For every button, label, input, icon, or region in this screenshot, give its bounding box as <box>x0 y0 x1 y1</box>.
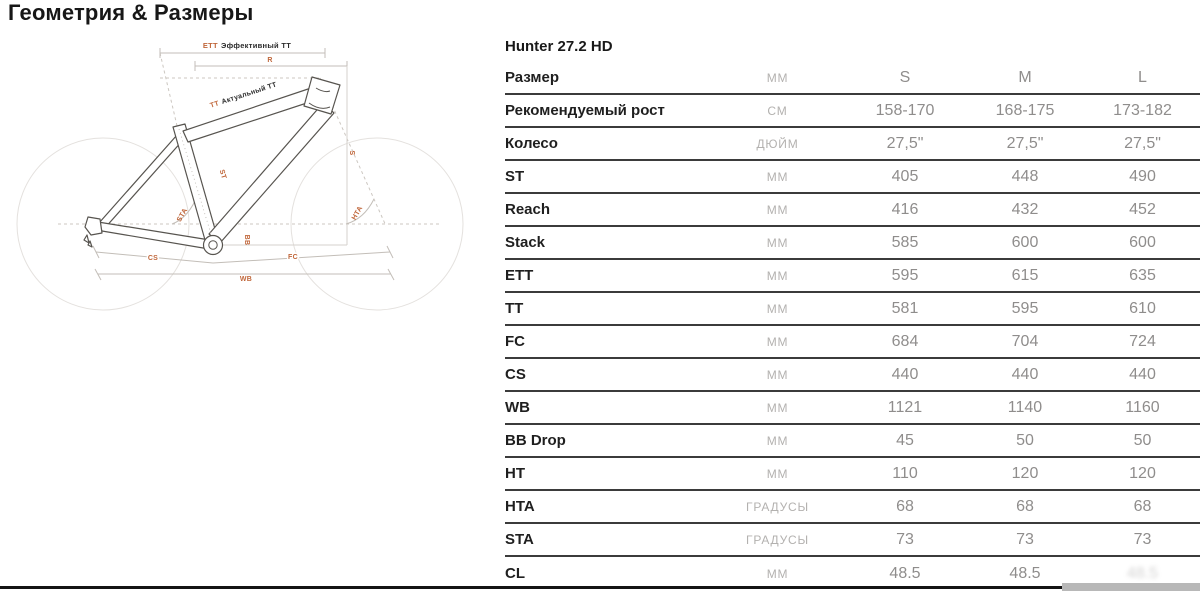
row-label: HTA <box>505 498 535 515</box>
hta-label: HTA <box>350 205 365 222</box>
value-m: 1140 <box>1007 398 1043 416</box>
tt-label: TTАктуальный TT <box>209 81 278 110</box>
value-m: 73 <box>1016 530 1034 548</box>
value-s: 440 <box>891 365 919 383</box>
header-unit-cell: ММ <box>766 70 789 85</box>
value-m: 600 <box>1011 233 1039 251</box>
unit-cell: ГРАДУСЫ <box>746 499 809 514</box>
value-s: 158-170 <box>875 101 935 119</box>
value-s: 110 <box>892 464 918 482</box>
wb-label: WB <box>239 276 253 283</box>
header-size-label: Размер <box>505 69 560 86</box>
table-row <box>505 95 1200 128</box>
value-m: 448 <box>1011 167 1039 185</box>
row-label: HT <box>505 465 525 482</box>
unit-cell: ММ <box>766 367 789 382</box>
unit-cell: ММ <box>766 268 789 283</box>
value-l: 120 <box>1129 464 1156 482</box>
table-row <box>505 293 1200 326</box>
bb-label: BB <box>243 234 250 246</box>
header-size-m: M <box>1018 68 1032 86</box>
seatpost-axis-line <box>160 53 178 130</box>
value-s: 68 <box>896 497 914 515</box>
unit-cell: ГРАДУСЫ <box>746 532 809 547</box>
value-l: 73 <box>1133 530 1152 548</box>
header-size-s: S <box>899 68 911 86</box>
value-l: 48.5 <box>1126 564 1159 582</box>
unit-cell: ММ <box>766 301 789 316</box>
table-row <box>505 392 1200 425</box>
unit-cell: ММ <box>766 433 789 448</box>
page-title: Геометрия & Размеры <box>8 0 254 25</box>
value-l: 173-182 <box>1113 101 1172 119</box>
unit-cell: ММ <box>766 202 789 217</box>
row-label: ST <box>505 168 525 185</box>
value-m: 48.5 <box>1009 564 1041 582</box>
cs-label: CS <box>147 255 159 262</box>
value-l: 610 <box>1129 299 1156 317</box>
value-m: 27,5" <box>1006 134 1044 152</box>
row-label: Reach <box>505 201 551 218</box>
unit-cell: ММ <box>766 169 789 184</box>
value-s: 1121 <box>887 398 923 416</box>
value-l: 1160 <box>1125 398 1160 416</box>
value-l: 452 <box>1129 200 1156 218</box>
row-label: Колесо <box>505 135 558 152</box>
reach-label: R <box>267 57 273 64</box>
fc-label: FC <box>288 254 298 261</box>
row-label: Stack <box>505 234 546 251</box>
geometry-table-body <box>505 95 1200 590</box>
value-s: 48.5 <box>889 564 921 582</box>
bottom-bracket-shell <box>204 236 223 255</box>
row-label: TT <box>505 300 524 317</box>
value-s: 405 <box>891 167 919 185</box>
value-m: 68 <box>1016 497 1034 515</box>
table-row <box>505 227 1200 260</box>
seat-stay-tube <box>99 135 183 229</box>
value-s: 416 <box>891 200 919 218</box>
row-label: WB <box>505 399 530 416</box>
value-l: 68 <box>1133 497 1152 515</box>
value-s: 73 <box>896 530 914 548</box>
ett-label: ETT Эффективный TT <box>202 41 292 50</box>
rear-dropout <box>85 217 102 235</box>
horizontal-scrollbar-thumb[interactable] <box>1062 583 1200 591</box>
unit-cell: ММ <box>766 334 789 349</box>
value-s: 595 <box>891 266 919 284</box>
row-label: Рекомендуемый рост <box>505 102 665 119</box>
value-m: 440 <box>1011 365 1039 383</box>
bike-geometry-diagram <box>0 0 470 330</box>
row-label: BB Drop <box>505 432 566 449</box>
value-m: 595 <box>1011 299 1039 317</box>
st-label: ST <box>217 168 228 181</box>
table-row <box>505 326 1200 359</box>
value-m: 615 <box>1011 266 1039 284</box>
table-row <box>505 359 1200 392</box>
value-s: 581 <box>891 299 919 317</box>
row-label: ETT <box>505 267 534 284</box>
table-row <box>505 491 1200 524</box>
unit-cell: ММ <box>766 466 789 481</box>
value-s: 684 <box>891 332 919 350</box>
table-row <box>505 161 1200 194</box>
unit-cell: ММ <box>766 235 789 250</box>
row-label: STA <box>505 531 534 548</box>
value-l: 490 <box>1129 167 1156 185</box>
chain-stay-tube <box>98 222 216 250</box>
bottom-border-line <box>0 586 1200 589</box>
table-row <box>505 128 1200 161</box>
value-m: 50 <box>1016 431 1034 449</box>
unit-cell: СМ <box>767 103 788 118</box>
value-s: 45 <box>896 431 914 449</box>
derailleur-hanger <box>84 235 89 243</box>
fc-dimension-line <box>213 246 393 263</box>
row-label: CS <box>505 366 526 383</box>
sta-label: STA <box>176 207 190 224</box>
stack-label: S <box>348 150 355 156</box>
table-row <box>505 425 1200 458</box>
table-header-row <box>505 62 1200 95</box>
value-l: 724 <box>1129 332 1156 350</box>
value-m: 704 <box>1011 332 1039 350</box>
value-m: 120 <box>1011 464 1039 482</box>
unit-cell: ММ <box>766 400 789 415</box>
table-row <box>505 458 1200 491</box>
model-name: Hunter 27.2 HD <box>505 38 613 55</box>
row-label: CL <box>505 565 525 582</box>
unit-cell: ММ <box>766 566 789 581</box>
row-label: FC <box>505 333 525 350</box>
value-s: 585 <box>891 233 919 251</box>
geometry-table <box>505 36 1200 590</box>
table-row <box>505 260 1200 293</box>
table-row <box>505 194 1200 227</box>
value-s: 27,5" <box>886 134 924 152</box>
unit-cell: ДЮЙМ <box>756 136 799 151</box>
value-l: 50 <box>1133 431 1152 449</box>
value-l: 600 <box>1129 233 1156 251</box>
header-size-l: L <box>1138 68 1147 86</box>
value-l: 440 <box>1129 365 1156 383</box>
value-m: 168-175 <box>995 101 1055 119</box>
value-l: 27,5" <box>1124 134 1161 152</box>
table-row <box>505 524 1200 557</box>
value-l: 635 <box>1129 266 1156 284</box>
value-m: 432 <box>1011 200 1039 218</box>
